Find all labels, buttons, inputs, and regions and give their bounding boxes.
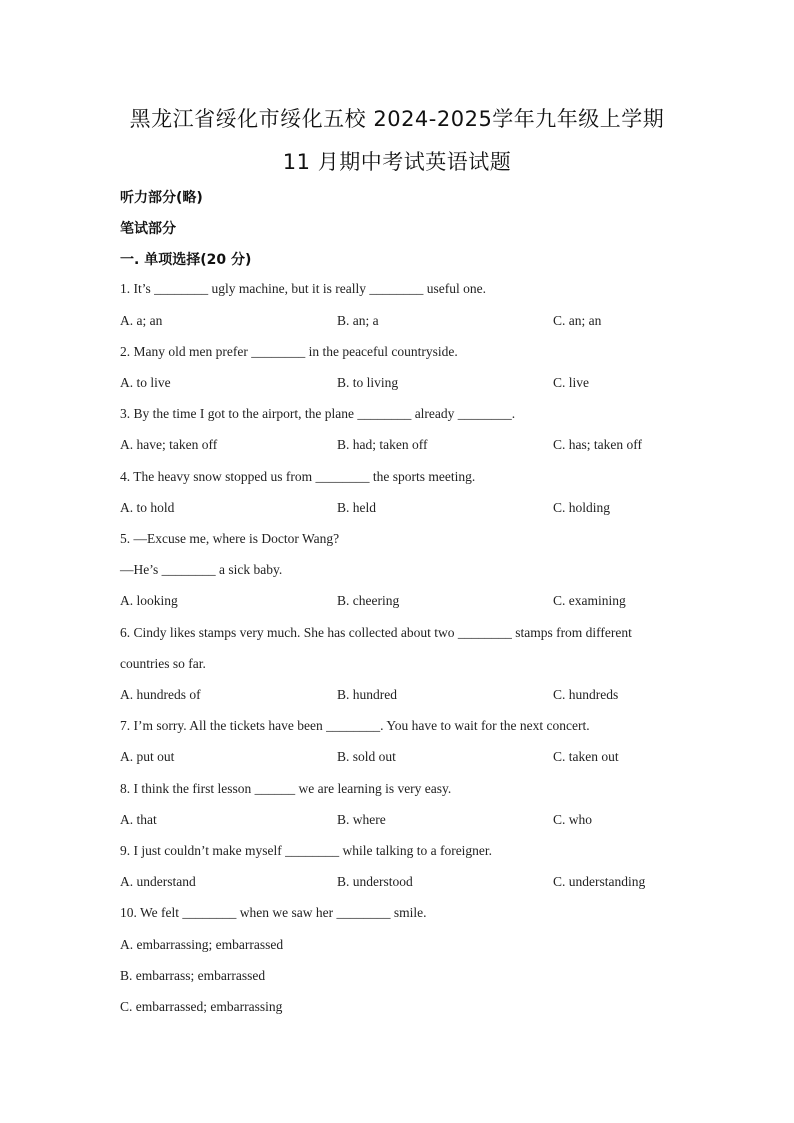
- question-10-option-a: A. embarrassing; embarrassed: [120, 937, 284, 952]
- question-9-stem: 9. I just couldn’t make myself ________ while talking to a foreigner.: [120, 843, 493, 858]
- written-section-heading: 笔试部分: [120, 221, 176, 237]
- question-6-option-c: C. hundreds: [553, 687, 619, 702]
- question-9-option-b: B. understood: [337, 874, 413, 889]
- question-2-stem: 2. Many old men prefer ________ in the peaceful countryside.: [120, 344, 458, 359]
- question-2-option-c: C. live: [553, 375, 589, 390]
- question-3-option-b: B. had; taken off: [337, 437, 428, 452]
- question-6-option-b: B. hundred: [337, 687, 397, 702]
- question-3-option-a: A. have; taken off: [120, 437, 218, 452]
- question-7-option-c: C. taken out: [553, 749, 619, 764]
- question-1-stem: 1. It’s ________ ugly machine, but it is really ________ useful one.: [120, 281, 486, 296]
- question-5-option-c: C. examining: [553, 593, 626, 608]
- question-4-option-b: B. held: [337, 500, 376, 515]
- question-1-option-b: B. an; a: [337, 313, 379, 328]
- question-8-option-b: B. where: [337, 812, 386, 827]
- question-5-stem: 5. —Excuse me, where is Doctor Wang?: [120, 531, 340, 546]
- question-7-stem: 7. I’m sorry. All the tickets have been ________. You have to wait for the next concert.: [120, 718, 590, 733]
- question-4-stem: 4. The heavy snow stopped us from ________ the sports meeting.: [120, 469, 476, 484]
- question-7-option-b: B. sold out: [337, 749, 396, 764]
- question-3-option-c: C. has; taken off: [553, 437, 642, 452]
- question-5-stem-reply: —He’s ________ a sick baby.: [120, 562, 283, 577]
- question-1-option-a: A. a; an: [120, 313, 163, 328]
- question-6-stem: 6. Cindy likes stamps very much. She has collected about two ________ stamps from different: [120, 625, 632, 640]
- question-6-stem-continued: countries so far.: [120, 656, 206, 671]
- question-6-option-a: A. hundreds of: [120, 687, 201, 702]
- question-5-option-b: B. cheering: [337, 593, 400, 608]
- question-4-option-c: C. holding: [553, 500, 611, 515]
- question-9-option-c: C. understanding: [553, 874, 646, 889]
- question-7-option-a: A. put out: [120, 749, 175, 764]
- question-8-option-c: C. who: [553, 812, 593, 827]
- question-1-option-c: C. an; an: [553, 313, 602, 328]
- question-10-stem: 10. We felt ________ when we saw her ________ smile.: [120, 905, 427, 920]
- question-10-option-b: B. embarrass; embarrassed: [120, 968, 266, 983]
- question-4-option-a: A. to hold: [120, 500, 175, 515]
- exam-title-line1: 黑龙江省绥化市绥化五校 2024-2025学年九年级上学期: [129, 107, 665, 131]
- listening-section-heading: 听力部分(略): [120, 190, 203, 206]
- question-8-stem: 8. I think the first lesson ______ we are learning is very easy.: [120, 781, 452, 796]
- question-2-option-b: B. to living: [337, 375, 399, 390]
- question-2-option-a: A. to live: [120, 375, 171, 390]
- question-10-option-c: C. embarrassed; embarrassing: [120, 999, 283, 1014]
- part-one-heading: 一. 单项选择(20 分): [120, 252, 252, 268]
- question-5-option-a: A. looking: [120, 593, 178, 608]
- question-9-option-a: A. understand: [120, 874, 196, 889]
- exam-title-line2: 11 月期中考试英语试题: [282, 150, 512, 174]
- question-3-stem: 3. By the time I got to the airport, the plane ________ already ________.: [120, 406, 516, 421]
- question-8-option-a: A. that: [120, 812, 157, 827]
